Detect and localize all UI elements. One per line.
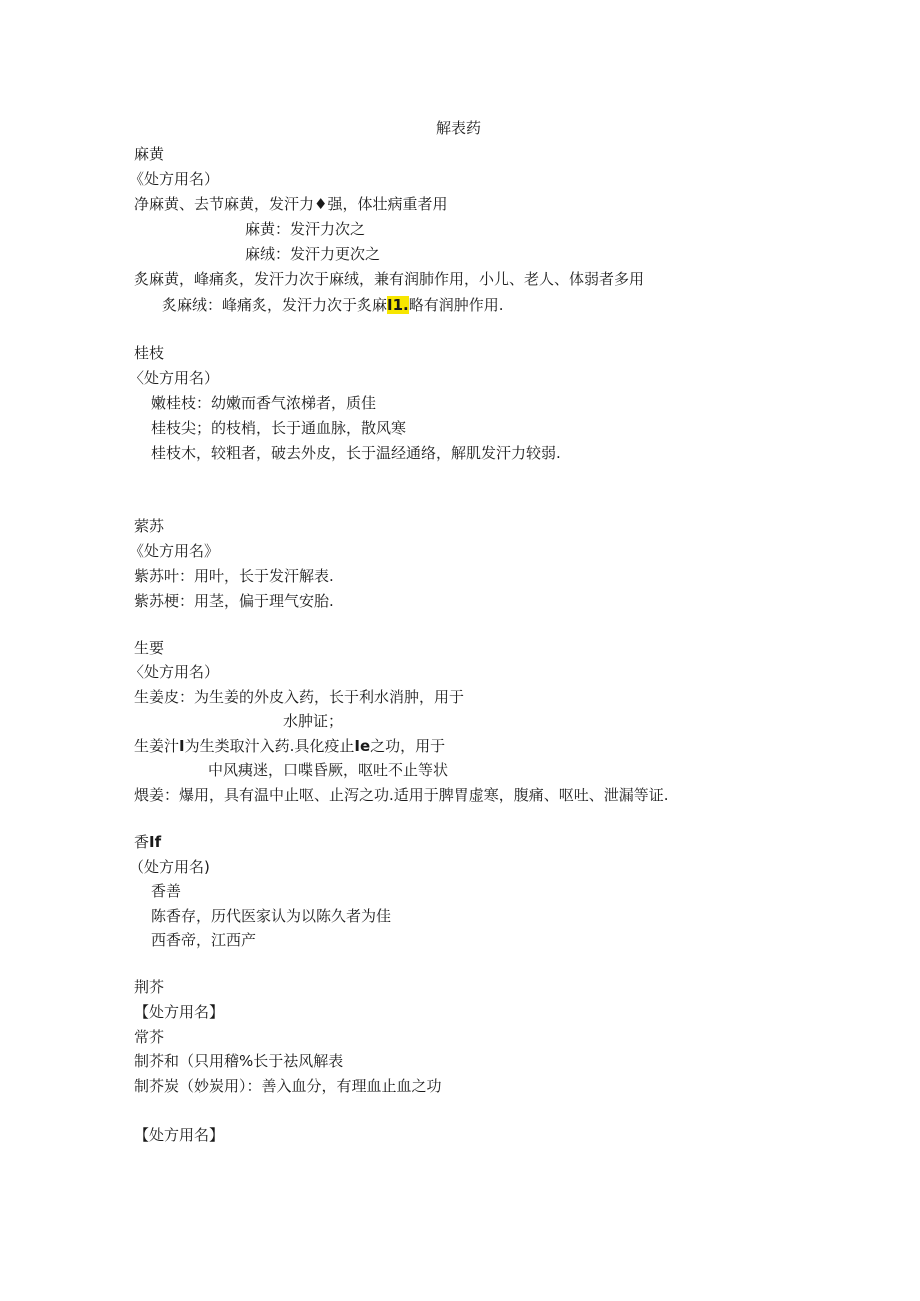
shengyao-line-3-d: Ie	[354, 737, 371, 755]
shengyao-line-1: 生姜皮：为生姜的外皮入药，长于利水消肿，用于	[134, 688, 465, 706]
xiang-line-2: 陈香存，历代医家认为以陈久者为佳	[151, 907, 392, 925]
zisu-line-1: 紫苏叶：用叶，长于发汗解表.	[134, 567, 334, 585]
shengyao-line-3-e: 之功，用于	[370, 737, 446, 755]
shengyao-line-3-a: 生姜汁	[134, 737, 180, 755]
guizhi-line-2: 桂枝尖；的枝梢，长于通血脉，散风寒	[151, 419, 407, 437]
shengyao-line-2: 水肿证；	[283, 712, 344, 730]
shengyao-line-5: 煨姜：爆用，具有温中止呕、止泻之功.适用于脾胃虚寒，腹痛、呕吐、泄漏等证.	[134, 786, 669, 804]
mahuang-line-3: 麻绒：发汗力更次之	[245, 245, 381, 263]
section-sub-shengyao: 〈处方用名）	[129, 663, 220, 681]
xiang-line-1: 香善	[151, 882, 182, 900]
mahuang-line-4: 炙麻黄，峰痛炙，发汗力次于麻绒，兼有润肺作用，小儿、老人、体弱者多用	[134, 270, 645, 288]
mahuang-line-5-a: 炙麻绒：峰痛炙，发汗力次于炙麻	[162, 296, 388, 314]
mahuang-line-1: 净麻黄、去节麻黄，发汗力♦强，体壮病重者用	[134, 195, 448, 213]
section-title-xiang-b: If	[149, 833, 162, 851]
zisu-line-2: 紫苏梗：用茎，偏于理气安胎.	[134, 592, 334, 610]
jingjie-line-1: 常芥	[134, 1028, 165, 1046]
section-title-guizhi: 桂枝	[134, 344, 165, 362]
section-sub-guizhi: 〈处方用名）	[129, 369, 220, 387]
shengyao-line-3-b: I	[179, 737, 185, 755]
section-title-shengyao: 生要	[134, 639, 165, 657]
shengyao-line-3-c: 为生类取汁入药.具化疫止	[184, 737, 355, 755]
guizhi-line-3: 桂枝木，较粗者，破去外皮，长于温经通络，解肌发汗力较弱.	[151, 444, 561, 462]
section-title-mahuang: 麻黄	[134, 145, 165, 163]
highlighted-text: I1.	[387, 296, 409, 314]
section-title-xiang	[134, 832, 161, 852]
mahuang-line-5-b: 略有润肿作用.	[408, 296, 504, 314]
section-title-jingjie: 荆芥	[134, 978, 165, 996]
jingjie-line-3: 制芥炭（妙炭用）：善入血分，有理血止血之功	[134, 1077, 442, 1095]
section-sub-xiang: （处方用名)	[129, 858, 210, 876]
section-sub-mahuang: 《处方用名）	[129, 170, 220, 188]
xiang-line-3: 西香帝，江西产	[151, 931, 257, 949]
shengyao-line-3	[134, 736, 445, 756]
section-sub-zisu: 《处方用名》	[129, 542, 220, 560]
guizhi-line-1: 嫩桂枝：幼嫩而香气浓梯者，质佳	[151, 394, 377, 412]
section-sub-jingjie: 【处方用名】	[134, 1003, 225, 1021]
section-title-xiang-a: 香	[134, 833, 150, 851]
section-sub-last: 【处方用名】	[134, 1126, 225, 1144]
mahuang-line-5	[162, 295, 504, 315]
section-title-zisu: 萦苏	[134, 517, 165, 535]
page-title: 解表药	[436, 119, 482, 137]
mahuang-line-2: 麻黄：发汗力次之	[245, 220, 366, 238]
shengyao-line-4: 中风痍迷，口喋昏厥，呕吐不止等状	[208, 761, 449, 779]
jingjie-line-2: 制芥和（只用稽%长于祛风解表	[134, 1052, 344, 1070]
